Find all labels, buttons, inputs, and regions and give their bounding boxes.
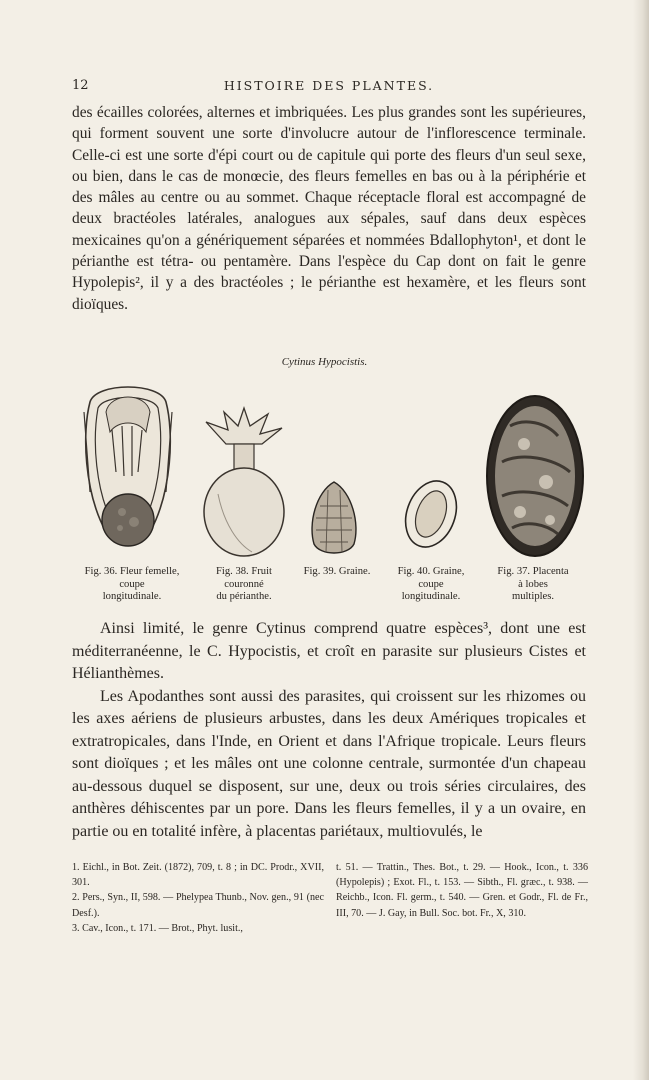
footnote: 3. Cav., Icon., t. 171. — Brot., Phyt. lusit., <box>72 922 243 934</box>
body-paragraph-1 <box>72 102 586 315</box>
paragraph-text: Ainsi limité, le genre Cytinus comprend quatre espèces³, dont une est méditerranéenne, le C. Hypocistis, et croît en parasite sur plusieurs Cistes et Hélianthèmes. <box>72 620 586 682</box>
figure-38-fruit <box>198 404 290 560</box>
footnote: 1. Eichl., in Bot. Zeit. (1872), 709, t. 8 ; in DC. Prodr., XVII, 301. <box>72 862 324 889</box>
paragraph-text: Les Apodanthes sont aussi des parasites, qui croissent sur les rhizomes ou les axes aériens de plusieurs arbustes, dans les deux Amériques tropicales et extratropicales, dans l'Inde, en Orient et dans l'Afrique tropicale. Leurs fleurs sont dioïques ; et les mâles ont une colonne centrale, surmontée d'un chapeau au-dessous duquel se disposent, sur une, deux ou trois séries circulaires, des anthères déhiscentes par un pore. Dans les fleurs femelles, il y a un ovaire, en partie ou en totalité infère, à placentas pariétaux, multiovulés, le <box>72 687 586 840</box>
figure-40-seed-section <box>402 476 460 552</box>
plate-title: Cytinus Hypocistis. <box>281 356 368 368</box>
footnote: t. 51. — Trattin., Thes. Bot., t. 29. — Hook., Icon., t. 336 (Hypolepis) ; Exot. Fl., t. 153. — Sibth., Fl. græc., t. 938. — Reichb., Icon. Fl. germ., t. 540. — Gren. et Godr., Fl. de Fr., III, 70. — J. Gay, in Bull. Soc. bot. Fr., X, 310. <box>336 862 588 919</box>
figure-caption-39: Fig. 39. Graine. <box>303 566 371 577</box>
footnotes-right-column <box>336 860 588 921</box>
footnote: 2. Pers., Syn., II, 598. — Phelypea Thunb., Nov. gen., 91 (nec Desf.). <box>72 892 324 919</box>
figure-39-seed <box>306 478 362 558</box>
page-number: 12 <box>72 78 89 93</box>
footnotes <box>72 860 586 940</box>
page-edge-shadow <box>633 0 649 1080</box>
figure-37-placenta <box>484 392 586 560</box>
body-paragraphs-2-3 <box>72 618 586 843</box>
figure-36-flower-section <box>76 372 180 562</box>
figure-caption-40: Fig. 40. Graine, coupe longitudinale. <box>397 566 465 602</box>
figure-caption-38: Fig. 38. Fruit couronné du périanthe. <box>216 566 272 602</box>
running-title: HISTOIRE DES PLANTES. <box>223 78 435 93</box>
footnotes-left-column <box>72 860 324 936</box>
figure-caption-37: Fig. 37. Placenta à lobes multiples. <box>497 566 569 602</box>
paragraph-text: des écailles colorées, alternes et imbriquées. Les plus grandes sont les supérieures, qui forment souvent une sorte d'involucre autour de l'inflorescence terminale. Celle-ci est une sorte d'épi court ou de capitule qui porte des fleurs d'un seul sexe, ou bien, dans le cas de monœcie, des fleurs femelles en bas ou à la périphérie et des mâles au centre ou au sommet. Chaque réceptacle floral est accompagné de deux bractéoles latérales, analogues aux sépales, sauf dans deux espèces mexicaines qu'on a génériquement séparées et nommées Bdallophyton¹, et dont le périanthe est tétra- ou pentamère. Dans l'espèce du Cap dont on fait le genre Hypolepis², il y a des bractéoles ; le périanthe est hexamère, et les fleurs sont dioïques. <box>72 104 586 313</box>
figure-caption-36: Fig. 36. Fleur femelle, coupe longitudinale. <box>84 566 180 602</box>
running-header <box>72 78 586 96</box>
